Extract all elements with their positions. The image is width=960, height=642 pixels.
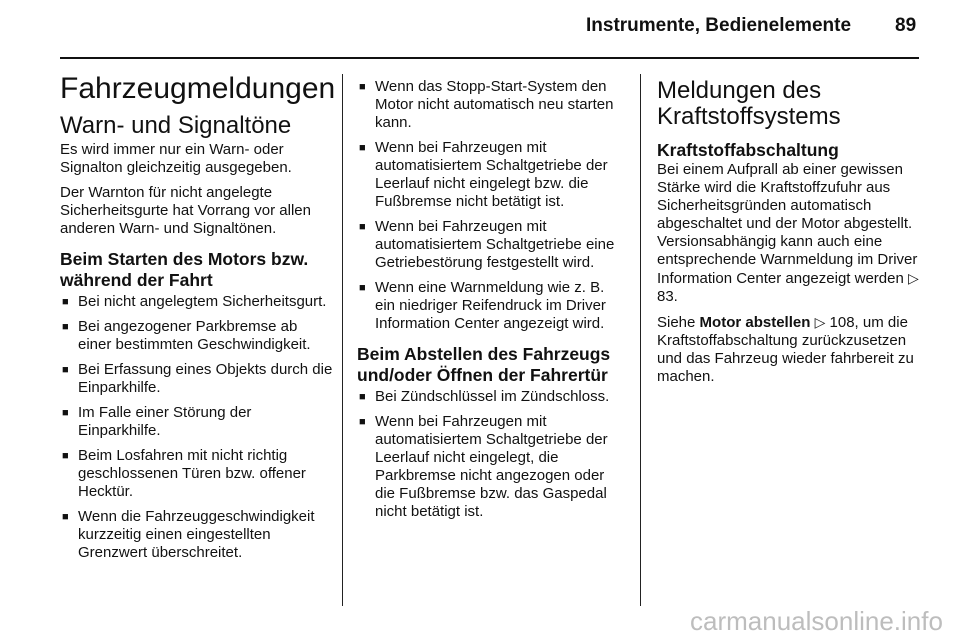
list-item: ■ Wenn eine Warnmeldung wie z. B. ein niedriger Reifendruck im Driver Information Center angezeigt wird.	[357, 279, 627, 333]
subheading-stop: Beim Abstellen des Fahrzeugs und/oder Öffnen der Fahrertür	[357, 344, 611, 385]
bullet-list	[357, 388, 627, 521]
list-item: ■ Wenn das Stopp-Start-System den Motor nicht automatisch neu starten kann.	[357, 78, 627, 132]
page-reference[interactable]: 83.	[657, 288, 678, 305]
list-item: ■ Wenn bei Fahrzeugen mit automatisiertem Schaltgetriebe der Leerlauf nicht eingelegt, die Parkbremse nicht angezogen oder die Fußbremse bzw. das Gaspedal nicht betätigt ist.	[357, 413, 627, 521]
page-number: 89	[895, 15, 917, 36]
section-heading-fuel: Meldungen des Kraftstoffsystems	[657, 77, 841, 130]
column-divider-2	[640, 74, 641, 606]
column-1	[60, 72, 334, 562]
list-item: ■ Bei Zündschlüssel im Zündschloss.	[357, 388, 627, 406]
list-item: ■ Wenn bei Fahrzeugen mit automatisiertem Schaltgetriebe der Leerlauf nicht eingelegt bzw. die Fußbremse nicht betätigt ist.	[357, 139, 627, 211]
bold-term: Motor abstellen	[699, 314, 811, 331]
header-rule	[60, 57, 919, 59]
section-heading-warn: Warn- und Signaltöne	[60, 112, 292, 139]
page-reference[interactable]: 108, um die Kraftstoffabschaltung zurückzusetzen und das Fahrzeug wieder fahrbereit zu machen.	[657, 314, 914, 385]
triangle-right-outline-icon: ▷	[814, 314, 826, 330]
list-item: ■ Bei Erfassung eines Objekts durch die Einparkhilfe.	[60, 361, 334, 397]
watermark: carmanualsonline.info	[690, 606, 943, 636]
list-item: ■ Wenn bei Fahrzeugen mit automatisiertem Schaltgetriebe eine Getriebestörung festgestellt wird.	[357, 218, 627, 272]
paragraph-text: Bei einem Aufprall ab einer gewissen Stärke wird die Kraftstoffzufuhr aus Sicherheitsgründen automatisch abgeschaltet und der Motor abgestellt. Versionsabhängig kann auch eine entsprechende Warnmeldung im Driver Information Center angezeigt werden	[657, 161, 918, 287]
column-3	[657, 78, 923, 386]
chapter-heading: Fahrzeugmeldungen	[60, 72, 336, 105]
list-item: ■ Bei angezogener Parkbremse ab einer bestimmten Geschwindigkeit.	[60, 318, 334, 354]
paragraph-text: Siehe	[657, 314, 696, 331]
paragraph	[657, 313, 923, 386]
list-item: ■ Im Falle einer Störung der Einparkhilfe.	[60, 404, 334, 440]
paragraph: Es wird immer nur ein Warn- oder Signalton gleichzeitig ausgegeben.	[60, 141, 292, 176]
bullet-list	[357, 78, 627, 333]
subheading-fuel-cutoff: Kraftstoffabschaltung	[657, 140, 839, 160]
list-item: ■ Beim Losfahren mit nicht richtig geschlossenen Türen bzw. offener Hecktür.	[60, 447, 334, 501]
paragraph: Der Warnton für nicht angelegte Sicherheitsgurte hat Vorrang vor allen anderen Warn- und Signaltönen.	[60, 184, 311, 237]
list-item: ■ Bei nicht angelegtem Sicherheitsgurt.	[60, 293, 334, 311]
bullet-list	[60, 293, 334, 562]
column-2	[357, 78, 627, 521]
subheading-start: Beim Starten des Motors bzw. während der Fahrt	[60, 249, 309, 290]
section-title: Instrumente, Bedienelemente	[586, 15, 852, 36]
list-item: ■ Wenn die Fahrzeuggeschwindigkeit kurzzeitig einen eingestellten Grenzwert überschreitet.	[60, 508, 334, 562]
paragraph	[657, 161, 923, 306]
triangle-right-outline-icon: ▷	[907, 270, 919, 286]
column-divider-1	[342, 74, 343, 606]
